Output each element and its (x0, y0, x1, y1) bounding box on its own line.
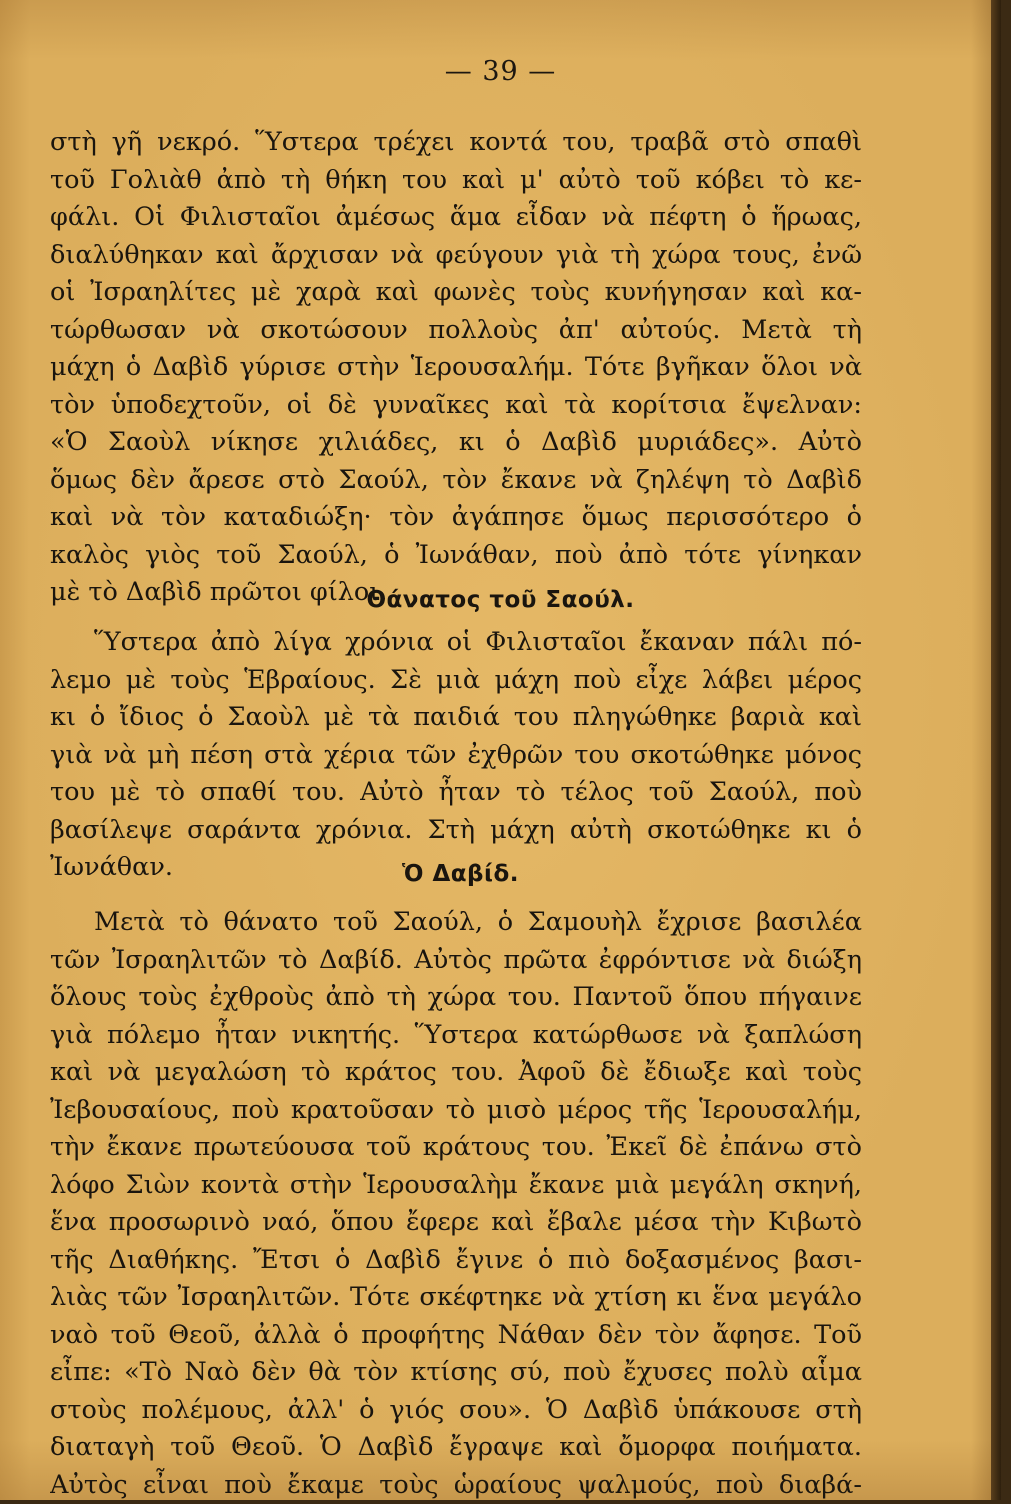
text-line: καὶ νὰ τὸν καταδιώξη· τὸν ἀγάπησε ὅμως περισσότερο ὁ (50, 499, 862, 537)
text-line: μάχη ὁ Δαβὶδ γύρισε στὴν Ἱερουσαλήμ. Τότε βγῆκαν ὅλοι νὰ (50, 349, 862, 387)
text-line: κι ὁ ἴδιος ὁ Σαοὺλ μὲ τὰ παιδιά του πληγώθηκε βαριὰ καὶ (50, 699, 862, 737)
paragraph-david (50, 904, 862, 1504)
text-line: στοὺς πολέμους, ἀλλ' ὁ γιός σου». Ὁ Δαβὶδ ὑπάκουσε στὴ (50, 1392, 862, 1430)
text-line: στὴ γῆ νεκρό. Ὕστερα τρέχει κοντά του, τραβᾶ στὸ σπαθὶ (50, 124, 862, 162)
text-line: ὅμως δὲν ἄρεσε στὸ Σαούλ, τὸν ἔκανε νὰ ζηλέψη τὸ Δαβὶδ (50, 462, 862, 500)
text-line: τῶν Ἰσραηλιτῶν τὸ Δαβίδ. Αὐτὸς πρῶτα ἐφρόντισε νὰ διώξη (50, 942, 862, 980)
text-line: διαταγὴ τοῦ Θεοῦ. Ὁ Δαβὶδ ἔγραψε καὶ ὄμορφα ποιήματα. (50, 1429, 862, 1467)
text-line: λεμο μὲ τοὺς Ἑβραίους. Σὲ μιὰ μάχη ποὺ εἶχε λάβει μέρος (50, 662, 862, 700)
text-line: ὅλους τοὺς ἐχθροὺς ἀπὸ τὴ χώρα του. Παντοῦ ὅπου πήγαινε (50, 979, 862, 1017)
text-line: Μετὰ τὸ θάνατο τοῦ Σαούλ, ὁ Σαμουὴλ ἔχρισε βασιλέα (50, 904, 862, 942)
text-line: Ὕστερα ἀπὸ λίγα χρόνια οἱ Φιλισταῖοι ἔκαναν πάλι πό- (50, 624, 862, 662)
text-line: γιὰ νὰ μὴ πέση στὰ χέρια τῶν ἐχθρῶν του σκοτώθηκε μόνος (50, 737, 862, 775)
text-line: τῆς Διαθήκης. Ἔτσι ὁ Δαβὶδ ἔγινε ὁ πιὸ δοξασμένος βασι- (50, 1242, 862, 1280)
page-number: — 39 — (0, 56, 1001, 87)
text-line: τώρθωσαν νὰ σκοτώσουν πολλοὺς ἀπ' αὐτούς. Μετὰ τὴ (50, 312, 862, 350)
text-line: καὶ νὰ μεγαλώση τὸ κράτος του. Ἀφοῦ δὲ ἔδιωξε καὶ τοὺς (50, 1054, 862, 1092)
paragraph-death-of-saul (50, 624, 862, 887)
text-line: βασίλεψε σαράντα χρόνια. Στὴ μάχη αὐτὴ σκοτώθηκε κι ὁ (50, 812, 862, 850)
text-line: ἕνα προσωρινὸ ναό, ὅπου ἔφερε καὶ ἔβαλε μέσα τὴν Κιβωτὸ (50, 1204, 862, 1242)
text-line: ναὸ τοῦ Θεοῦ, ἀλλὰ ὁ προφήτης Νάθαν δὲν τὸν ἄφησε. Τοῦ (50, 1317, 862, 1355)
text-line: καλὸς γιὸς τοῦ Σαούλ, ὁ Ἰωνάθαν, ποὺ ἀπὸ τότε γίνηκαν (50, 537, 862, 575)
text-line: τὴν ἔκανε πρωτεύουσα τοῦ κράτους του. Ἐκεῖ δὲ ἐπάνω στὸ (50, 1129, 862, 1167)
text-line: Ἰεβουσαίους, ποὺ κρατοῦσαν τὸ μισὸ μέρος τῆς Ἱερουσαλήμ, (50, 1092, 862, 1130)
text-line: οἱ Ἰσραηλίτες μὲ χαρὰ καὶ φωνὲς τοὺς κυνήγησαν καὶ κα- (50, 274, 862, 312)
text-line: φάλι. Οἱ Φιλισταῖοι ἀμέσως ἅμα εἶδαν νὰ πέφτη ὁ ἥρωας, (50, 199, 862, 237)
section-heading-david: Ὁ Δαβίδ. (0, 861, 961, 887)
paragraph-goliath (50, 124, 862, 612)
text-line: μὲ τὸ Δαβὶδ πρῶτοι φίλοι. (50, 574, 862, 612)
page-binding-edge (991, 0, 1001, 1500)
text-line: του μὲ τὸ σπαθί του. Αὐτὸ ἦταν τὸ τέλος τοῦ Σαούλ, ποὺ (50, 774, 862, 812)
text-line: τοῦ Γολιὰθ ἀπὸ τὴ θήκη του καὶ μ' αὐτὸ τοῦ κόβει τὸ κε- (50, 162, 862, 200)
text-line: γιὰ πόλεμο ἦταν νικητής. Ὕστερα κατώρθωσε νὰ ξαπλώση (50, 1017, 862, 1055)
text-line: λόφο Σιὼν κοντὰ στὴν Ἱερουσαλὴμ ἔκανε μιὰ μεγάλη σκηνή, (50, 1167, 862, 1205)
text-line: τὸν ὑποδεχτοῦν, οἱ δὲ γυναῖκες καὶ τὰ κορίτσια ἔψελναν: (50, 387, 862, 425)
text-line: «Ὁ Σαοὺλ νίκησε χιλιάδες, κι ὁ Δαβὶδ μυριάδες». Αὐτὸ (50, 424, 862, 462)
section-heading-death-of-saul: Θάνατος τοῦ Σαούλ. (0, 587, 1001, 613)
text-line: Ἰωνάθαν. (50, 849, 862, 887)
text-line: λιὰς τῶν Ἰσραηλιτῶν. Τότε σκέφτηκε νὰ χτίση κι ἕνα μεγάλο (50, 1279, 862, 1317)
text-line: Αὐτὸς εἶναι ποὺ ἔκαμε τοὺς ὡραίους ψαλμούς, ποὺ διαβά- (50, 1467, 862, 1504)
text-line: διαλύθηκαν καὶ ἄρχισαν νὰ φεύγουν γιὰ τὴ χώρα τους, ἐνῶ (50, 237, 862, 275)
text-line: εἶπε: «Τὸ Ναὸ δὲν θὰ τὸν κτίσης σύ, ποὺ ἔχυσες πολὺ αἷμα (50, 1354, 862, 1392)
